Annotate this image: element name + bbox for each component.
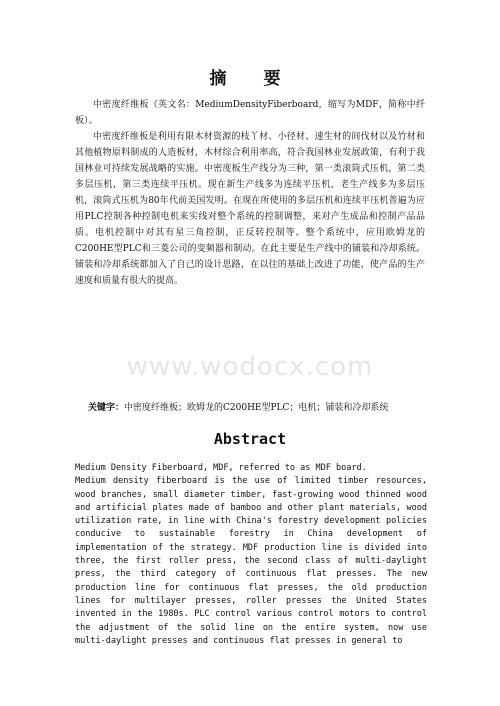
english-paragraph: Medium density fiberboard is the use of limited timber resources, wood branches, small diameter timber, fast-growing wood thinned wood and artificial plates made of bamboo and other plant materials, wood utilization rate, in line with China's forestry development policies conducive to sustainable forestry in China development of implementation of the strategy. MDF production line is divided into three, the first roller press, the second class of multi-daylight press, the third category of continuous flat presses. The new production line for continuous flat presses, the old production lines for multilayer presses, roller presses the United States invented in the 1980s. PLC control various control motors to control the adjustment of the solid line on the entire system, now use multi-daylight presses and continuous flat presses in general to [75,476,427,646]
english-abstract-body [75,462,427,648]
keywords-text: 中密度纤维板；欧姆龙的C200HE型PLC；电机；铺装和冷却系统 [124,403,389,413]
chinese-paragraph: 中密度纤维板（英文名：MediumDensityFiberboard，缩写为MDF，简称中纤板）。 [75,100,425,126]
keywords-line [88,401,428,415]
english-abstract-title: Abstract [213,430,287,448]
chinese-abstract-body [75,97,425,289]
english-paragraph: Medium Density Fiberboard, MDF, referred to as MDF board. [75,463,367,473]
keywords-label: 关键字： [88,403,125,413]
chinese-paragraph: 中密度纤维板是利用有限木材资源的枝丫材、小径材、速生材的间伐材以及竹材和其他植物原料制成的人造板材，木材综合利用率高，符合我国林业发展政策，有利于我国林业可持续发展战略的实施。中密度板生产线分为三种，第一类滚筒式压机，第二类多层压机，第三类连续平压机。现在新生产线多为连续平压机，老生产线多为多层压机，滚筒式压机为80年代前美国发明。在现在所使用的多层压机和连续平压机普遍为应用PLC控制各种控制电机来实线对整个系统的控制调整，来对产生成品和控制产品品质。电机控制中对其有星三角控制，正反转控制等。整个系统中，应用欧姆龙的C200HE型PLC和三菱公司的变频器和制动。在此主要是生产线中的铺装和冷却系统。铺装和冷却系统都加入了自己的设计思路，在以往的基础上改进了功能，使产品的生产速度和质量有很大的提高。 [75,132,425,286]
chinese-abstract-title: 摘 要 [209,69,291,89]
watermark: www.wodocx.com [126,352,374,382]
